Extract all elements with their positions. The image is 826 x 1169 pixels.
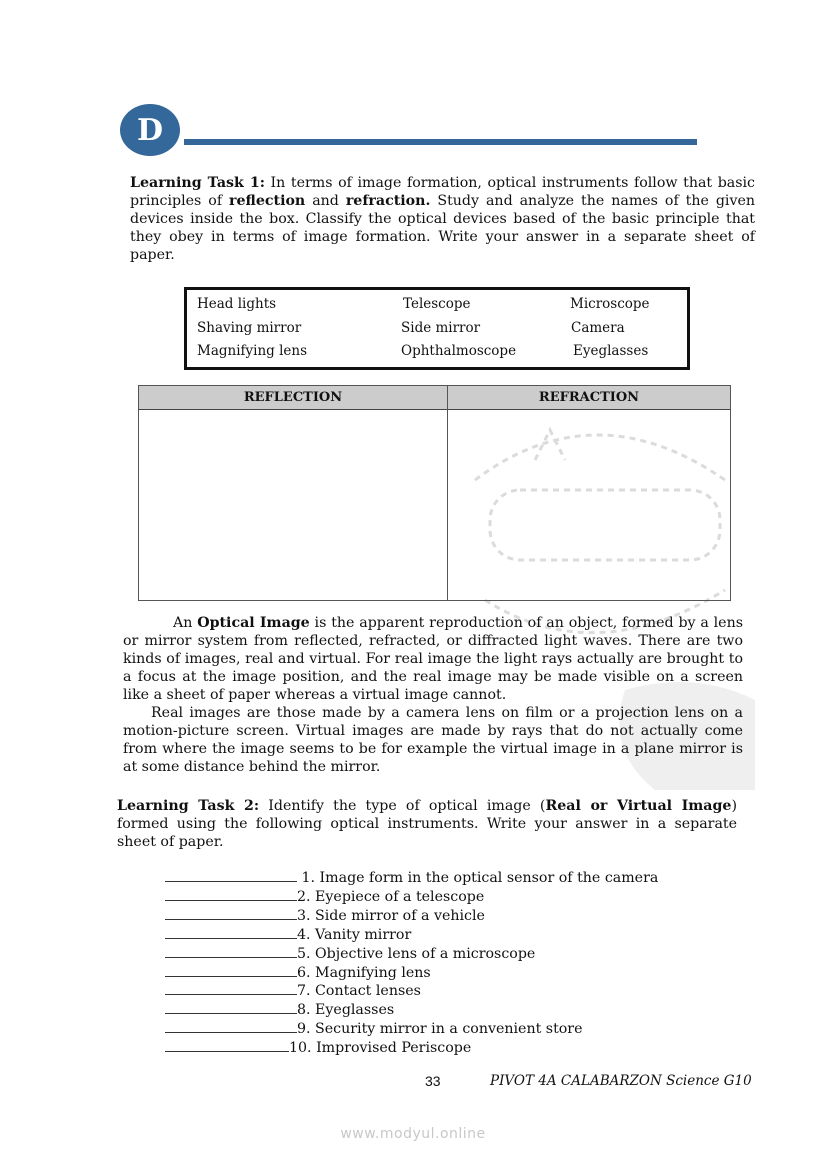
optical-image-explanation (123, 614, 743, 776)
device-item: Eyeglasses (573, 343, 649, 359)
refraction-answer-cell[interactable] (448, 410, 730, 600)
devices-box (184, 287, 690, 370)
footer-title: PIVOT 4A CALABARZON Science G10 (490, 1073, 752, 1089)
section-letter-badge: D (120, 104, 180, 156)
header-refraction: REFRACTION (448, 386, 730, 410)
answer-blank[interactable] (165, 888, 297, 901)
task1-text-c: Study and analyze the names of the given devices inside the box. Classify the optical devices based of the basic principle that they obey in terms of image formation. Write your answer in a separate sheet of paper. (130, 193, 756, 263)
answer-blank[interactable] (165, 926, 297, 939)
question-text: 5. Objective lens of a microscope (297, 945, 536, 962)
optical-image-paragraph-2: Real images are those made by a camera lens on film or a projection lens on a motion-picture screen. Virtual images are made by rays that do not actually come from where the image seems to be for example the virtual image in a plane mirror is at some distance behind the mirror. (123, 705, 743, 775)
learning-task-2-instructions (117, 797, 737, 851)
answer-blank[interactable] (165, 907, 297, 920)
page-number: 33 (425, 1073, 441, 1089)
question-text: 9. Security mirror in a convenient store (297, 1021, 583, 1038)
task2-text-b: ) formed using the following optical instruments. Write your answer in a separate sheet of paper. (117, 798, 737, 850)
question-item (165, 1020, 658, 1039)
task2-bold: Real or Virtual Image (545, 798, 732, 814)
p1-text-a: An (173, 615, 198, 631)
task1-bold-refraction: refraction. (345, 193, 431, 209)
header-reflection: REFLECTION (139, 386, 447, 410)
question-text: 4. Vanity mirror (297, 926, 412, 943)
p1-text-b: is the apparent reproduction of an object, formed by a lens or mirror system from reflected, refracted, or diffracted light waves. There are two kinds of images, real and virtual. For real image the light rays actually are brought to a focus at the image position, and the real image may be made visible on a screen like a sheet of paper whereas a virtual image cannot. (123, 615, 743, 703)
task1-text-b: and (305, 193, 346, 209)
classification-table (138, 385, 731, 601)
question-text: 7. Contact lenses (297, 983, 421, 1000)
question-text: 6. Magnifying lens (297, 964, 431, 981)
task1-bold-reflection: reflection (229, 193, 306, 209)
question-item (165, 1039, 658, 1058)
question-item (165, 869, 658, 888)
learning-task-1-instructions (130, 174, 755, 264)
question-item (165, 926, 658, 945)
task2-text-a: Identify the type of optical image ( (259, 798, 546, 814)
reflection-answer-cell[interactable] (139, 410, 447, 600)
task1-text-a: In terms of image formation, optical instruments follow that basic principles of (130, 175, 756, 209)
question-item (165, 982, 658, 1001)
answer-blank[interactable] (165, 1020, 297, 1033)
question-text: 1. Image form in the optical sensor of the camera (297, 870, 659, 886)
device-item: Telescope (403, 296, 471, 312)
answer-blank[interactable] (165, 964, 297, 977)
device-item: Microscope (570, 296, 650, 312)
question-item (165, 964, 658, 983)
question-item (165, 945, 658, 964)
optical-image-paragraph-1 (123, 614, 743, 704)
answer-blank[interactable] (165, 982, 297, 995)
question-item (165, 888, 658, 907)
question-item (165, 1001, 658, 1020)
task2-question-list (165, 869, 658, 1058)
question-text: 8. Eyeglasses (297, 1002, 395, 1019)
section-divider-bar (184, 139, 697, 145)
answer-blank[interactable] (165, 1001, 297, 1014)
device-item: Head lights (197, 296, 277, 312)
device-item: Ophthalmoscope (401, 343, 517, 359)
answer-blank[interactable] (165, 1039, 289, 1052)
task1-label: Learning Task 1: (130, 175, 265, 191)
device-item: Magnifying lens (197, 343, 308, 359)
device-item: Shaving mirror (197, 320, 302, 336)
task2-label: Learning Task 2: (117, 798, 260, 814)
answer-blank[interactable] (165, 869, 297, 882)
question-text: 3. Side mirror of a vehicle (297, 907, 485, 924)
question-text: 2. Eyepiece of a telescope (297, 888, 485, 905)
device-item: Camera (571, 320, 625, 336)
question-text: 10. Improvised Periscope (289, 1040, 472, 1057)
p1-bold-optical-image: Optical Image (197, 615, 310, 631)
question-item (165, 907, 658, 926)
device-item: Side mirror (401, 320, 481, 336)
site-watermark: www.modyul.online (340, 1126, 486, 1142)
answer-blank[interactable] (165, 945, 297, 958)
